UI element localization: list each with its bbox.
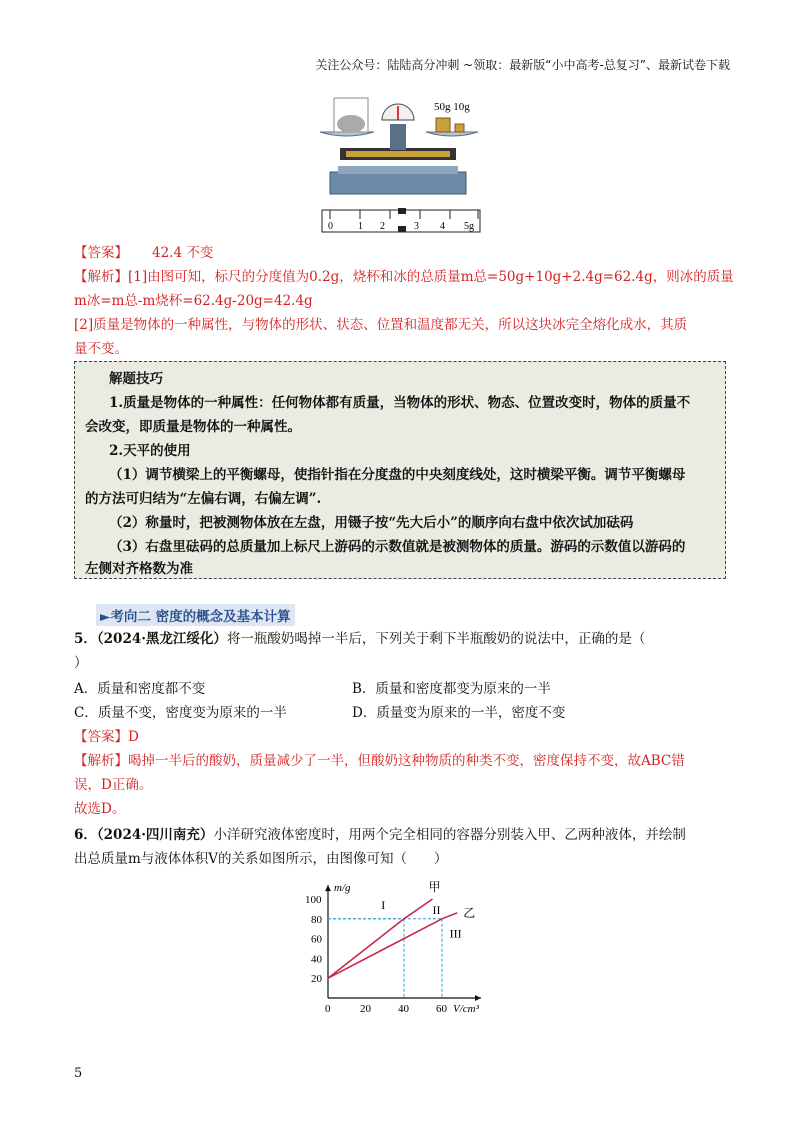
q5-stem-end: ） xyxy=(74,655,88,671)
y-axis-label: m/g xyxy=(334,882,351,895)
q6-stem2: 出总质量m与液体体积V的关系如图所示，由图像可知（ ） xyxy=(74,851,448,867)
option-b: B．质量和密度都变为原来的一半 xyxy=(352,681,551,697)
section-heading: ►考向二 密度的概念及基本计算 xyxy=(96,604,295,626)
q5-stem xyxy=(74,628,724,650)
answer-text: D xyxy=(128,729,139,745)
analysis-5-line2: 误，D正确。 xyxy=(74,777,153,793)
tips-box xyxy=(74,361,726,579)
x-tick-label: 0 xyxy=(325,1003,331,1015)
scale-tick: 5g xyxy=(464,221,474,232)
page-number: 5 xyxy=(74,1066,83,1081)
scale-tick: 0 xyxy=(328,221,333,232)
analysis-4-line2: m冰=m总-m烧杯=62.4g-20g=42.4g xyxy=(74,293,313,309)
option-a: A．质量和密度都不变 xyxy=(74,681,206,697)
tips-line: 1.质量是物体的一种属性：任何物体都有质量，当物体的形状、物态、位置改变时，物体的质量不 xyxy=(109,395,691,411)
q6-text: 小洋研究液体密度时，用两个完全相同的容器分别装入甲、乙两种液体，并绘制 xyxy=(213,827,686,843)
series-label-jia: 甲 xyxy=(428,880,441,894)
analysis-label: 【解析】 xyxy=(74,753,128,769)
tips-line: 会改变，即质量是物体的一种属性。 xyxy=(85,419,301,435)
balance-figure xyxy=(316,90,486,233)
answer-5 xyxy=(74,726,724,748)
analysis-5-conclusion: 故选D。 xyxy=(74,801,126,817)
x-tick-label: 40 xyxy=(398,1003,409,1015)
answer-label: 【答案】 xyxy=(74,245,128,261)
scale-tick: 1 xyxy=(358,221,363,232)
mass-volume-chart xyxy=(300,868,520,1028)
q6-number: 6． xyxy=(74,827,97,843)
analysis-text: [1]由图可知，标尺的分度值为0.2g，烧杯和冰的总质量m总=50g+10g+2.4g=62.4g，则冰的质量 xyxy=(128,269,734,285)
scale-tick: 3 xyxy=(414,221,419,232)
scale-tick: 2 xyxy=(380,221,385,232)
analysis-4-line3: [2]质量是物体的一种属性，与物体的形状、状态、位置和温度都无关，所以这块冰完全熔化成水，其质 xyxy=(74,317,688,333)
analysis-4-line4: 量不变。 xyxy=(74,341,128,357)
answer-label: 【答案】 xyxy=(74,729,128,745)
q6-source: （2024·四川南充） xyxy=(96,827,214,843)
analysis-4-line1 xyxy=(74,266,734,288)
tips-line: （1）调节横梁上的平衡螺母，使指针指在分度盘的中央刻度线处，这时横梁平衡。调节平衡螺母 xyxy=(109,467,686,483)
x-axis-label: V/cm³ xyxy=(453,1003,479,1015)
series-label-yi: 乙 xyxy=(463,905,476,920)
analysis-label: 【解析】 xyxy=(74,269,128,285)
answer-text: 42.4 不变 xyxy=(152,245,214,261)
x-axis-arrow xyxy=(475,995,481,1001)
weights-label: 50g 10g xyxy=(434,101,470,113)
y-tick-label: 100 xyxy=(305,894,322,906)
tips-line: 的方法可归结为“左偏右调，右偏左调”. xyxy=(85,491,322,507)
region-label: III xyxy=(449,926,462,941)
scale-tick: 4 xyxy=(440,221,445,232)
x-tick-label: 20 xyxy=(360,1003,371,1015)
tips-line: （2）称量时，把被测物体放在左盘，用镊子按“先大后小”的顺序向右盘中依次试加砝码 xyxy=(109,515,634,531)
option-d: D．质量变为原来的一半，密度不变 xyxy=(352,705,566,721)
y-tick-label: 80 xyxy=(311,913,322,926)
y-tick-label: 60 xyxy=(311,933,322,946)
tips-line: 左侧对齐格数为准 xyxy=(85,561,193,577)
page-header: 关注公众号：陆陆高分冲刺 ~领取：最新版“小中高考-总复习”、最新试卷下载 xyxy=(315,58,730,72)
q5-source: （2024·黑龙江绥化） xyxy=(96,631,227,647)
tips-line: （3）右盘里砝码的总质量加上标尺上游码的示数值就是被测物体的质量。游码的示数值以游码的 xyxy=(109,539,686,555)
region-label: I xyxy=(381,897,386,912)
q5-number: 5． xyxy=(74,631,97,647)
answer-4 xyxy=(74,242,724,264)
series-line-yi xyxy=(328,913,457,978)
tips-title: 解题技巧 xyxy=(109,371,163,387)
y-tick-label: 40 xyxy=(311,953,322,966)
y-axis-arrow xyxy=(325,885,331,891)
q6-stem1 xyxy=(74,824,724,846)
x-tick-label: 60 xyxy=(436,1003,447,1015)
option-c: C．质量不变，密度变为原来的一半 xyxy=(74,705,287,721)
region-label: II xyxy=(432,902,441,917)
y-tick-label: 20 xyxy=(311,973,322,986)
analysis-5-line1 xyxy=(74,750,724,772)
analysis-text: 喝掉一半后的酸奶，质量减少了一半，但酸奶这种物质的种类不变，密度保持不变，故ABC错 xyxy=(128,753,685,769)
tips-line: 2.天平的使用 xyxy=(109,443,191,459)
q5-text: 将一瓶酸奶喝掉一半后，下列关于剩下半瓶酸奶的说法中，正确的是（ xyxy=(226,631,646,647)
